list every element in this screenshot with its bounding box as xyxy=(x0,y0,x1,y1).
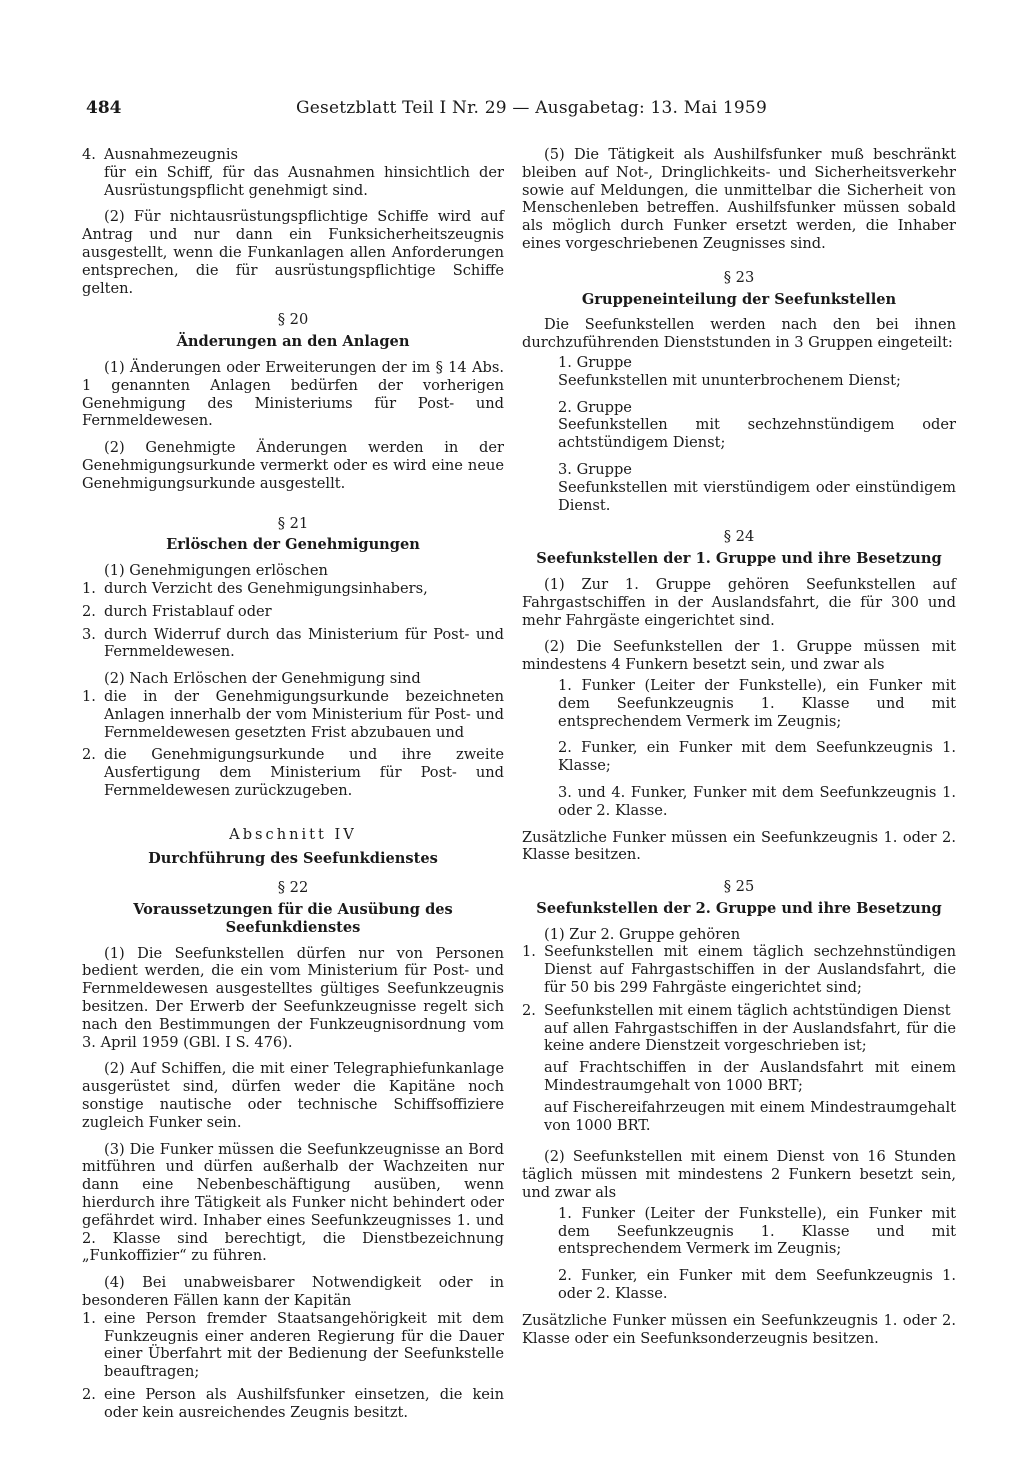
paragraph: (1) Die Seefunkstellen dürfen nur von Personen bedient werden, die ein vom Ministerium für Post- und Fernmeldewesen ausgestelltes gültiges Seefunkzeugnis besitzen. Der Erwerb der Seefunkzeugnisse regelt sich nach den Bestimmungen der Funkzeugnisordnung vom 3. April 1959 (GBl. I S. 476). xyxy=(82,944,504,1051)
list-item: 1. Funker (Leiter der Funkstelle), ein Funker mit dem Seefunkzeugnis 1. Klasse und mit entsprechendem Vermerk im Zeugnis; xyxy=(558,676,956,730)
section-title: Gruppeneinteilung der Seefunkstellen xyxy=(581,290,897,308)
section-number: § 22 xyxy=(277,879,309,897)
section-number: § 21 xyxy=(277,514,309,532)
paragraph: (1) Zur 2. Gruppe gehören xyxy=(544,925,741,943)
section-title: Voraussetzungen für die Ausübung des Seefunkdienstes xyxy=(133,901,453,936)
list-item: 1. durch Verzicht des Genehmigungsinhabers, xyxy=(82,579,428,597)
paragraph: (2) Genehmigte Änderungen werden in der Genehmigungsurkunde vermerkt oder es wird eine neue Genehmigungsurkunde ausgestellt. xyxy=(82,439,504,492)
right-column xyxy=(522,146,956,1347)
paragraph: (1) Zur 1. Gruppe gehören Seefunkstellen auf Fahrgastschiffen in der Auslandsfahrt, die für 300 und mehr Fahrgäste eingerichtet sind. xyxy=(522,575,956,629)
left-column xyxy=(82,146,504,1422)
chapter-title: Durchführung des Seefunkdienstes xyxy=(148,849,438,867)
page-header xyxy=(86,98,1006,126)
list-item xyxy=(82,146,504,164)
paragraph: (2) Auf Schiffen, die mit einer Telegraphiefunkanlage ausgerüstet sind, dürfen weder die Kapitäne noch sonstige nautische oder technische Schiffsoffiziere zugleich Funker sein. xyxy=(82,1060,504,1131)
chapter-heading: Abschnitt IV xyxy=(229,825,357,843)
item-text: für ein Schiff, für das Ausnahmen hinsichtlich der Ausrüstungspflicht genehmigt sind. xyxy=(104,163,504,199)
paragraph: Zusätzliche Funker müssen ein Seefunkzeugnis 1. oder 2. Klasse oder ein Seefunksonderzeugnis besitzen. xyxy=(522,1311,956,1347)
section-number: § 20 xyxy=(277,311,309,329)
paragraph: (2) Nach Erlöschen der Genehmigung sind xyxy=(104,670,421,688)
paragraph: (1) Genehmigungen erlöschen xyxy=(104,562,328,580)
group-item: 2. Gruppe Seefunkstellen mit sechzehnstündigem oder achtstündigem Dienst; xyxy=(558,398,956,452)
list-item: 2. Funker, ein Funker mit dem Seefunkzeugnis 1. Klasse; xyxy=(558,739,956,775)
group-item: 1. Gruppe Seefunkstellen mit ununterbrochenem Dienst; xyxy=(558,353,901,389)
section-number: § 25 xyxy=(723,878,755,896)
section-number: § 23 xyxy=(723,268,755,286)
list-item: 1. Seefunkstellen mit einem täglich sechzehnstündigen Dienst auf Fahrgastschiffen in der Auslandsfahrt, die für 50 bis 299 Fahrgäste eingerichtet sind; xyxy=(522,943,956,997)
sub-item: auf allen Fahrgastschiffen in der Auslandsfahrt, für die keine andere Dienstzeit vorgeschrieben ist; xyxy=(544,1019,956,1055)
section-title: Erlöschen der Genehmigungen xyxy=(166,536,420,554)
list-item: 2. eine Person als Aushilfsfunker einsetzen, die kein oder kein ausreichendes Zeugnis besitzt. xyxy=(82,1386,504,1421)
paragraph: (1) Änderungen oder Erweiterungen der im § 14 Abs. 1 genannten Anlagen bedürfen der vorherigen Genehmigung des Ministeriums für Post- und Fernmeldewesen. xyxy=(82,358,504,430)
section-number: § 24 xyxy=(723,528,755,546)
paragraph: (2) Für nichtausrüstungspflichtige Schiffe wird auf Antrag und nur dann ein Funksicherheitszeugnis ausgestellt, wenn die Funkanlagen allen Anforderungen entsprechen, die für ausrüstungspflichtige Schiffe gelten. xyxy=(82,208,504,297)
section-title: Seefunkstellen der 1. Gruppe und ihre Besetzung xyxy=(536,550,942,568)
list-item: 3. durch Widerruf durch das Ministerium für Post- und Fernmeldewesen. xyxy=(82,625,504,661)
paragraph: (2) Seefunkstellen mit einem Dienst von 16 Stunden täglich müssen mit mindestens 2 Funkern besetzt sein, und zwar als xyxy=(522,1148,956,1202)
list-item: 1. eine Person fremder Staatsangehörigkeit mit dem Funkzeugnis einer anderen Regierung für die Dauer einer Überfahrt mit der Bedienung der Seefunkstelle beauftragen; xyxy=(82,1309,504,1381)
group-item: 3. Gruppe Seefunkstellen mit vierstündigem oder einstündigem Dienst. xyxy=(558,460,956,514)
list-item: 2. Funker, ein Funker mit dem Seefunkzeugnis 1. oder 2. Klasse. xyxy=(558,1267,956,1303)
header-title: Gesetzblatt Teil I Nr. 29 — Ausgabetag: 13. Mai 1959 xyxy=(296,98,767,118)
page-number: 484 xyxy=(86,98,122,118)
list-item: 1. die in der Genehmigungsurkunde bezeichneten Anlagen innerhalb der vom Ministerium für Post- und Fernmeldewesen gesetzten Frist abzubauen und xyxy=(82,687,504,741)
list-item: 2. die Genehmigungsurkunde und ihre zweite Ausfertigung dem Ministerium für Post- und Fernmeldewesen zurückzugeben. xyxy=(82,746,504,799)
item-title: Ausnahmezeugnis xyxy=(104,146,239,163)
list-item: 3. und 4. Funker, Funker mit dem Seefunkzeugnis 1. oder 2. Klasse. xyxy=(558,783,956,819)
section-title: Änderungen an den Anlagen xyxy=(176,333,410,351)
paragraph: Die Seefunkstellen werden nach den bei ihnen durchzuführenden Dienststunden in 3 Gruppen eingeteilt: xyxy=(522,316,956,352)
list-item: 1. Funker (Leiter der Funkstelle), ein Funker mit dem Seefunkzeugnis 1. Klasse und mit entsprechendem Vermerk im Zeugnis; xyxy=(558,1204,956,1258)
list-item: 2. durch Fristablauf oder xyxy=(82,602,272,620)
paragraph: (3) Die Funker müssen die Seefunkzeugnisse an Bord mitführen und dürfen außerhalb der Wachzeiten nur dann eine Nebenbeschäftigung ausüben, wenn hierdurch ihre Tätigkeit als Funker nicht behindert oder gefährdet wird. Inhaber eines Seefunkzeugnisses 1. und 2. Klasse sind berechtigt, die Dienstbezeichnung „Funkoffizier“ zu führen. xyxy=(82,1140,504,1265)
list-item: 2. Seefunkstellen mit einem täglich achtstündigen Dienst xyxy=(522,1001,951,1019)
paragraph: Zusätzliche Funker müssen ein Seefunkzeugnis 1. oder 2. Klasse besitzen. xyxy=(522,828,956,864)
section-title: Seefunkstellen der 2. Gruppe und ihre Besetzung xyxy=(536,899,942,917)
item-number: 4. xyxy=(82,146,96,163)
paragraph: (2) Die Seefunkstellen der 1. Gruppe müssen mit mindestens 4 Funkern besetzt sein, und zwar als xyxy=(522,638,956,674)
paragraph: (4) Bei unabweisbarer Notwendigkeit oder in besonderen Fällen kann der Kapitän xyxy=(82,1274,504,1310)
sub-item: auf Fischereifahrzeugen mit einem Mindestraumgehalt von 1000 BRT. xyxy=(544,1098,956,1134)
sub-item: auf Frachtschiffen in der Auslandsfahrt mit einem Mindestraumgehalt von 1000 BRT; xyxy=(544,1059,956,1095)
paragraph: (5) Die Tätigkeit als Aushilfsfunker muß beschränkt bleiben auf Not-, Dringlichkeits- und Sicherheitsverkehr sowie auf Meldungen, die unmittelbar die Sicherheit von Menschenleben betreffen. Aushilfsfunker müssen sobald als möglich durch Funker ersetzt werden, die Inhaber eines vorgeschriebenen Zeugnisses sind. xyxy=(522,146,956,252)
